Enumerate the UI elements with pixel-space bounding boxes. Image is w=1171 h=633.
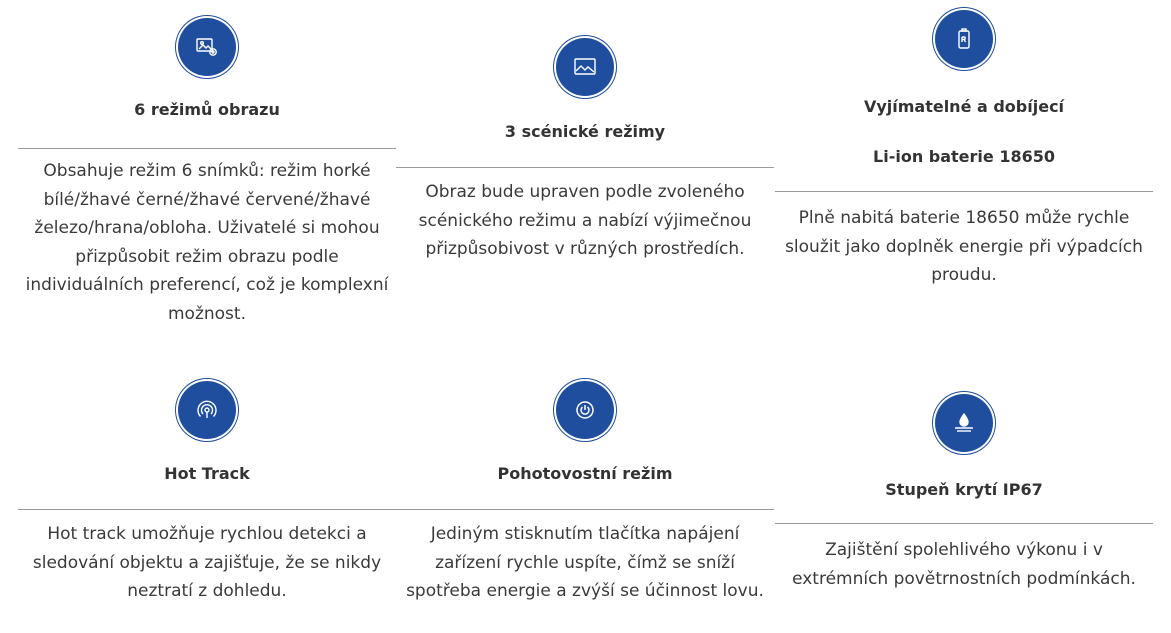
feature-description: Hot track umožňuje rychlou detekci a sledování objektu a zajišťuje, že se nikdy neztratí z dohledu. <box>32 524 382 601</box>
divider <box>396 509 774 510</box>
divider <box>18 509 396 510</box>
feature-title: 3 scénické režimy <box>504 122 666 141</box>
feature-title-line2: Li-ion baterie 18650 <box>873 147 1055 166</box>
battery-icon <box>933 8 995 70</box>
divider <box>775 523 1153 524</box>
divider <box>18 148 396 149</box>
divider <box>396 167 774 168</box>
feature-description: Zajištění spolehlivého výkonu i v extrémních povětrnostních podmínkách. <box>792 540 1136 589</box>
hot-track-icon <box>176 379 238 441</box>
feature-description: Obsahuje režim 6 snímků: režim horké bílé/žhavé černé/žhavé červené/žhavé železo/hrana/obloha. Uživatelé si mohou přizpůsobit režim obrazu podle individuálních preferencí, což je komplexní možnost. <box>25 161 389 324</box>
landscape-icon <box>554 36 616 98</box>
feature-title: Stupeň krytí IP67 <box>885 480 1043 499</box>
image-settings-icon <box>176 16 238 78</box>
feature-description: Plně nabitá baterie 18650 může rychle sloužit jako doplněk energie při výpadcích proudu. <box>785 208 1143 285</box>
feature-title: Pohotovostní režim <box>497 464 673 483</box>
water-drop-icon <box>933 392 995 454</box>
feature-description: Obraz bude upraven podle zvoleného scénického režimu a nabízí výjimečnou přizpůsobivost v různých prostředích. <box>418 182 752 259</box>
divider <box>775 191 1153 192</box>
feature-title: Hot Track <box>164 464 250 483</box>
power-icon <box>554 379 616 441</box>
feature-description: Jediným stisknutím tlačítka napájení zařízení rychle uspíte, čímž se sníží spotřeba energie a zvýší se účinnost lovu. <box>406 524 764 601</box>
feature-title-line1: Vyjímatelné a dobíjecí <box>863 97 1065 116</box>
feature-title: 6 režimů obrazu <box>134 100 280 119</box>
